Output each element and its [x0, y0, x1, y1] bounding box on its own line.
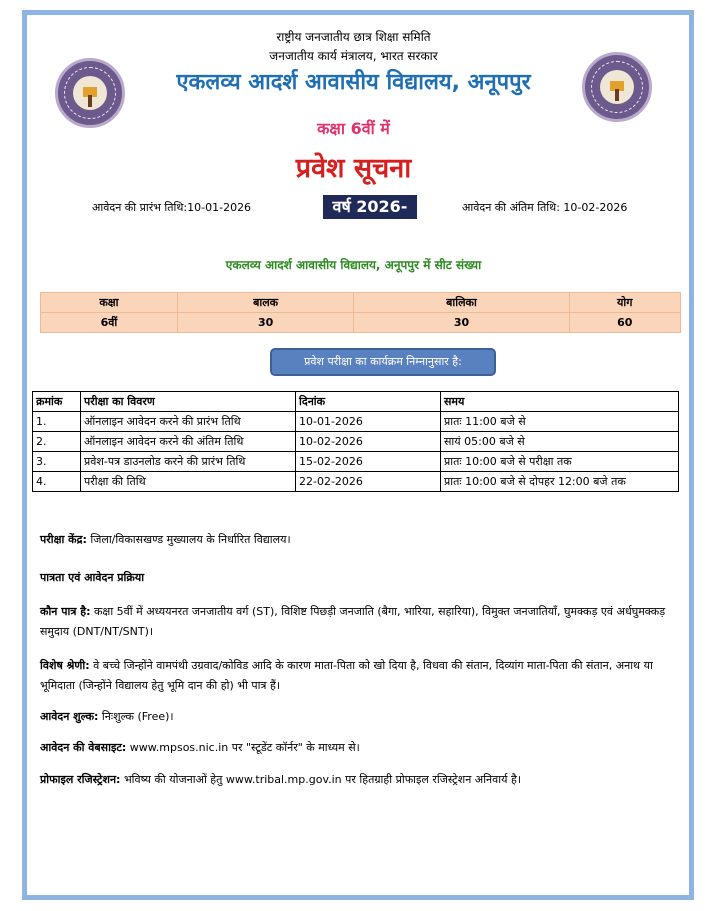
website-label: आवेदन की वेबसाइट:	[40, 741, 127, 754]
table-header-cell: बालक	[177, 293, 354, 313]
start-date: आवेदन की प्रारंभ तिथि:10-01-2026	[92, 201, 252, 214]
eligibility-heading	[40, 568, 670, 588]
table-cell: 22-02-2026	[296, 472, 441, 492]
table-header-cell: योग	[569, 293, 680, 313]
special-text: वे बच्चे जिन्होंने वामपंथी उग्रवाद/कोविड आदि के कारण माता-पिता को खो दिया है, विधवा की संतान, दिव्यांग माता-पिता की संतान, अनाथ या भूमिदाता (जिन्होंने विद्यालय हेतु भूमि दान की हो) भी पात्र हैं।	[40, 659, 653, 692]
school-title: एकलव्य आदर्श आवासीय विद्यालय, अनूपपुर	[176, 70, 531, 95]
table-cell: 30	[354, 313, 569, 333]
schedule-table	[32, 391, 679, 492]
application-fee	[40, 707, 670, 727]
table-row	[33, 472, 679, 492]
table-cell: ऑनलाइन आवेदन करने की अंतिम तिथि	[81, 432, 296, 452]
year-badge: वर्ष 2026-27	[323, 195, 417, 219]
table-row	[33, 452, 679, 472]
table-cell: 10-01-2026	[296, 412, 441, 432]
table-header-cell: बालिका	[354, 293, 569, 313]
table-cell: 6वीं	[41, 313, 178, 333]
table-cell: 15-02-2026	[296, 452, 441, 472]
table-cell: प्रातः 10:00 बजे से दोपहर 12:00 बजे तक	[441, 472, 679, 492]
application-website	[40, 738, 670, 758]
table-cell: 2.	[33, 432, 81, 452]
table-row	[33, 412, 679, 432]
end-date: आवेदन की अंतिम तिथि: 10-02-2026	[462, 201, 628, 214]
exam-center-label: परीक्षा केंद्र:	[40, 533, 87, 546]
table-cell: सायं 05:00 बजे से	[441, 432, 679, 452]
table-cell: प्रातः 11:00 बजे से	[441, 412, 679, 432]
table-row	[33, 432, 679, 452]
table-cell: प्रवेश-पत्र डाउनलोड करने की प्रारंभ तिथि	[81, 452, 296, 472]
table-cell: 10-02-2026	[296, 432, 441, 452]
table-header-cell: समय	[441, 392, 679, 412]
table-row	[41, 313, 681, 333]
profile-text: भविष्य की योजनाओं हेतु www.tribal.mp.gov.in पर हितग्राही प्रोफाइल रजिस्ट्रेशन अनिवार्य है।	[120, 773, 522, 786]
eligibility-heading-text: पात्रता एवं आवेदन प्रक्रिया	[40, 571, 145, 584]
table-cell: परीक्षा की तिथि	[81, 472, 296, 492]
fee-label: आवेदन शुल्क:	[40, 710, 99, 723]
table-header-cell: क्रमांक	[33, 392, 81, 412]
class-line: कक्षा 6वीं में	[317, 119, 390, 138]
table-cell: 30	[177, 313, 354, 333]
website-text: www.mpsos.nic.in पर "स्टूडेंट कॉर्नर" के माध्यम से।	[126, 741, 360, 754]
table-cell: 3.	[33, 452, 81, 472]
notice-title: प्रवेश सूचना	[295, 153, 412, 184]
who-eligible-label: कौन पात्र है:	[40, 605, 91, 618]
exam-center	[40, 530, 670, 550]
table-header-cell: दिनांक	[296, 392, 441, 412]
table-cell: ऑनलाइन आवेदन करने की प्रारंभ तिथि	[81, 412, 296, 432]
table-row	[33, 392, 679, 412]
org-line-2: जनजातीय कार्य मंत्रालय, भारत सरकार	[269, 49, 438, 63]
special-category	[40, 656, 670, 696]
table-cell: 60	[569, 313, 680, 333]
table-cell: 4.	[33, 472, 81, 492]
table-cell: 1.	[33, 412, 81, 432]
who-eligible-text: कक्षा 5वीं में अध्ययनरत जनजातीय वर्ग (ST), विशिष्ट पिछड़ी जनजाति (बैगा, भारिया, सहारिया), विमुक्त जनजातियाँ, घुमक्कड़ एवं अर्धघुमक्कड़ समुदाय (DNT/NT/SNT)।	[40, 605, 666, 638]
table-cell: प्रातः 10:00 बजे से परीक्षा तक	[441, 452, 679, 472]
special-label: विशेष श्रेणी:	[40, 659, 90, 672]
table-header-cell: परीक्षा का विवरण	[81, 392, 296, 412]
schedule-heading-button: प्रवेश परीक्षा का कार्यक्रम निम्नानुसार है:	[270, 348, 496, 376]
profile-label: प्रोफाइल रजिस्ट्रेशन:	[40, 773, 121, 786]
seat-heading: एकलव्य आदर्श आवासीय विद्यालय, अनूपपुर में सीट संख्या	[225, 258, 482, 272]
table-header-cell: कक्षा	[41, 293, 178, 313]
table-row	[41, 293, 681, 313]
profile-registration	[40, 770, 670, 790]
exam-center-text: जिला/विकासखण्ड मुख्यालय के निर्धारित विद्यालय।	[86, 533, 291, 546]
fee-text: निःशुल्क (Free)।	[98, 710, 174, 723]
org-line-1: राष्ट्रीय जनजातीय छात्र शिक्षा समिति	[276, 30, 431, 44]
seat-table	[40, 292, 681, 333]
who-eligible	[40, 602, 670, 642]
